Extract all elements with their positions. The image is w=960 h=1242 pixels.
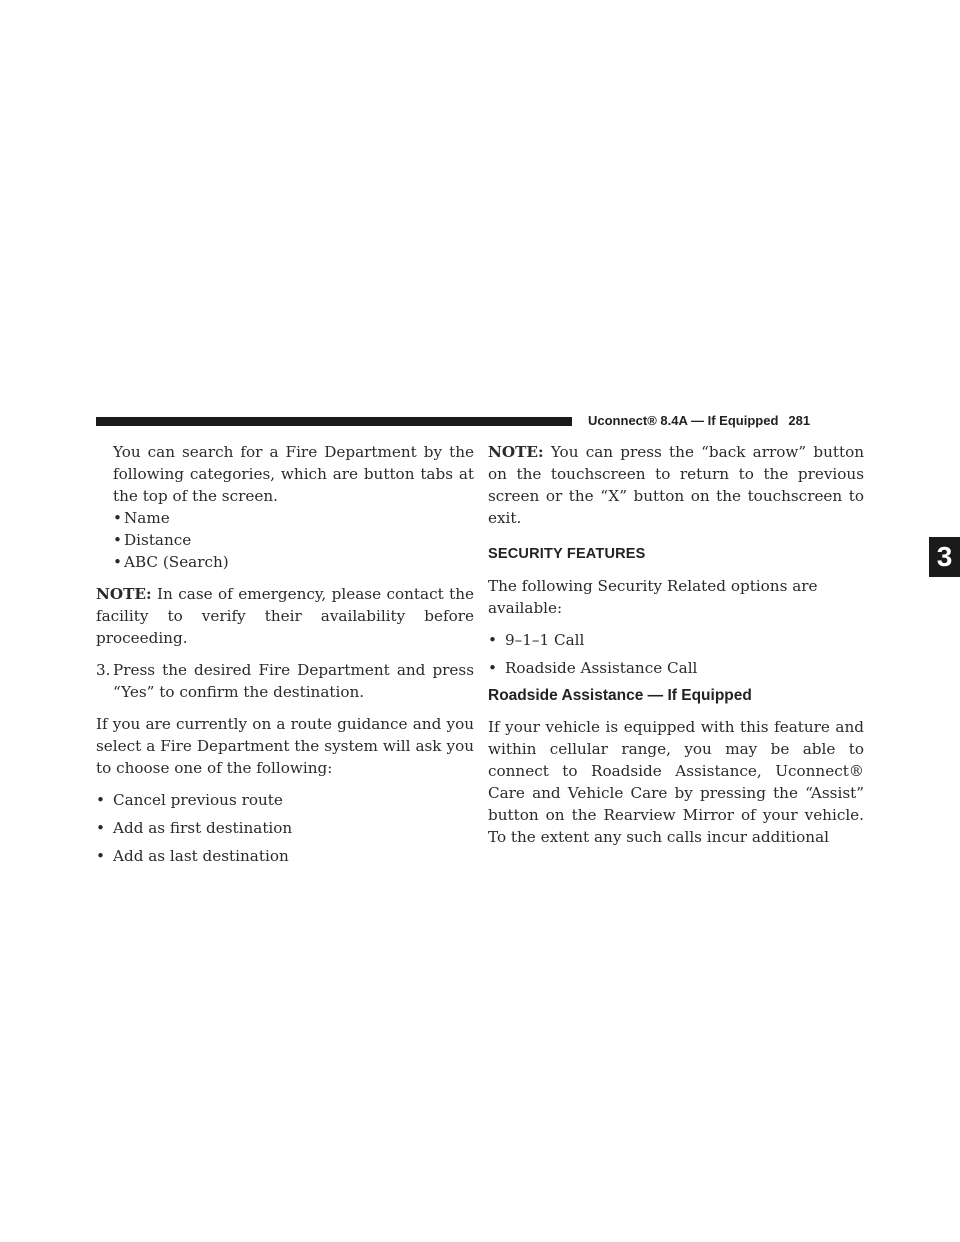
roadside-paragraph: If your vehicle is equipped with this feature and within cellular range, you may be able to connect to Roadside Assistance, Uconnect® Care and Vehicle Care by pressing the “Assist” button on the Rearview Mirror of your vehicle. To the extent any such calls incur additional [488, 718, 864, 846]
route-paragraph: If you are currently on a route guidance and you select a Fire Department the system will ask you to choose one of the following: [96, 715, 474, 777]
security-intro: The following Security Related options are available: [488, 577, 818, 617]
list-item: • Cancel previous route [96, 791, 283, 809]
list-item: • Distance [113, 531, 192, 549]
list-item: • 9–1–1 Call [488, 631, 585, 649]
list-item: • Roadside Assistance Call [488, 659, 698, 677]
running-header [588, 413, 810, 428]
left-column [96, 441, 474, 867]
intro-block [96, 441, 474, 573]
section-heading: SECURITY FEATURES [488, 546, 646, 562]
list-item: • Add as first destination [96, 819, 293, 837]
chapter-tab: 3 [929, 537, 960, 577]
section-title: Uconnect® 8.4A — If Equipped [588, 413, 779, 428]
note-paragraph: NOTE: In case of emergency, please contact the facility to verify their availability before proceeding. [96, 585, 475, 647]
page-number: 281 [788, 413, 811, 428]
step-item: 3. Press the desired Fire Department and press “Yes” to confirm the destination. [96, 661, 474, 701]
intro-paragraph: You can search for a Fire Department by the following categories, which are button tabs at the top of the screen. [113, 443, 474, 505]
list-item: • ABC (Search) [113, 553, 229, 571]
right-column [488, 441, 864, 848]
list-item: • Add as last destination [96, 847, 289, 865]
list-item: • Name [113, 509, 170, 527]
note-paragraph: NOTE: You can press the “back arrow” button on the touchscreen to return to the previous screen or the “X” button on the touchscreen to exit. [488, 443, 864, 527]
subsection-heading: Roadside Assistance — If Equipped [488, 687, 752, 704]
header-rule [96, 417, 572, 426]
